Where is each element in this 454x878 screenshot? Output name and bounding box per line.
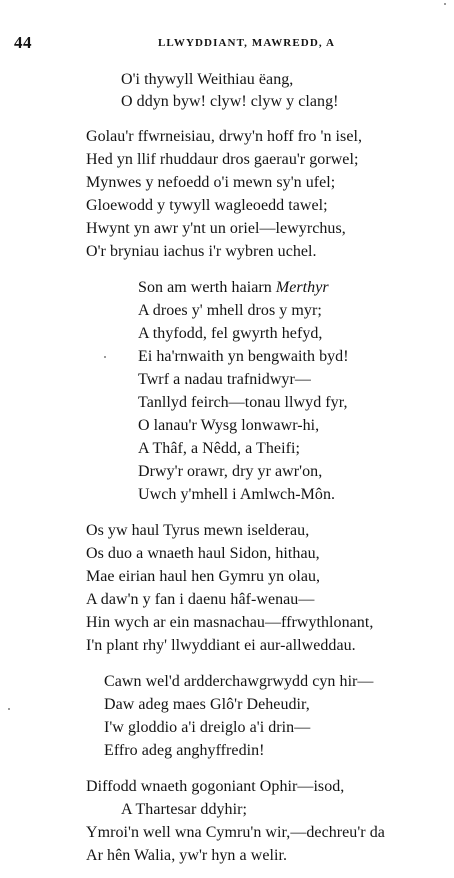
stanza3-line10: Uwch y'mhell i Amlwch-Môn. [138, 486, 336, 503]
page-number: 44 [14, 33, 32, 52]
stanza1-line2: O ddyn byw! clyw! clyw y clang! [121, 93, 339, 110]
stanza3-line6: Tanllyd feirch—tonau llwyd fyr, [138, 394, 348, 411]
stanza6-line4: Ar hên Walia, yw'r hyn a welir. [86, 847, 288, 864]
stanza3-line7: O lanau'r Wysg lonwawr-hi, [138, 417, 320, 434]
print-speck [8, 708, 10, 710]
stanza3-line9: Drwy'r orawr, dry yr awr'on, [138, 463, 323, 480]
stanza6-line2: A Thartesar ddyhir; [121, 801, 247, 818]
stanza5-line2: Daw adeg maes Glô'r Deheudir, [104, 696, 310, 713]
stanza2-line6: O'r bryniau iachus i'r wybren uchel. [86, 243, 317, 260]
stanza1-line1: O'i thywyll Weithiau ëang, [121, 71, 294, 88]
stanza2-line2: Hed yn llif rhuddaur dros gaerau'r gorwel; [86, 151, 359, 168]
stanza6-line3: Ymroi'n well wna Cymru'n wir,—dechreu'r da [86, 824, 385, 841]
stanza4-line5: Hin wych ar ein masnachau—ffrwythlonant, [86, 614, 374, 631]
print-speck [444, 3, 446, 5]
stanza5-line1: Cawn wel'd ardderchawgrwydd cyn hir— [104, 673, 374, 690]
stanza2-line4: Gloewodd y tywyll wagleoedd tawel; [86, 197, 328, 214]
stanza6-line1: Diffodd wnaeth gogoniant Ophir—isod, [86, 778, 345, 795]
running-title: LLWYDDIANT, MAWREDD, A [158, 37, 335, 49]
stanza3-line2: A droes y' mhell dros y myr; [138, 302, 322, 319]
stanza2-line3: Mynwes y nefoedd o'i mewn sy'n ufel; [86, 174, 336, 191]
stanza3-line5: Twrf a nadau trafnidwyr— [138, 371, 311, 388]
stanza4-line1: Os yw haul Tyrus mewn iselderau, [86, 522, 310, 539]
stanza2-line1: Golau'r ffwrneisiau, drwy'n hoff fro 'n isel, [86, 128, 363, 145]
stanza4-line4: A daw'n y fan i daenu hâf-wenau— [86, 591, 315, 608]
stanza4-line2: Os duo a wnaeth haul Sidon, hithau, [86, 545, 320, 562]
stanza3-line3: A thyfodd, fel gwyrth hefyd, [138, 325, 323, 342]
stanza5-line4: Effro adeg anghyffredin! [104, 742, 265, 759]
stanza2-line5: Hwynt yn awr y'nt un oriel—lewyrchus, [86, 220, 346, 237]
stanza3-line8: A Thâf, a Nêdd, a Theifi; [138, 440, 300, 457]
print-speck [104, 356, 106, 358]
place-name-merthyr: Merthyr [275, 279, 329, 296]
stanza3-line1-text: Son am werth haiarn [138, 279, 276, 296]
stanza3-line4: Ei ha'rnwaith yn bengwaith byd! [138, 348, 349, 365]
stanza4-line6: I'n plant rhy' llwyddiant ei aur-allweddau. [86, 637, 356, 654]
stanza3-line1 [138, 278, 329, 298]
stanza4-line3: Mae eirian haul hen Gymru yn olau, [86, 568, 321, 585]
stanza5-line3: I'w gloddio a'i dreiglo a'i drin— [104, 719, 311, 736]
